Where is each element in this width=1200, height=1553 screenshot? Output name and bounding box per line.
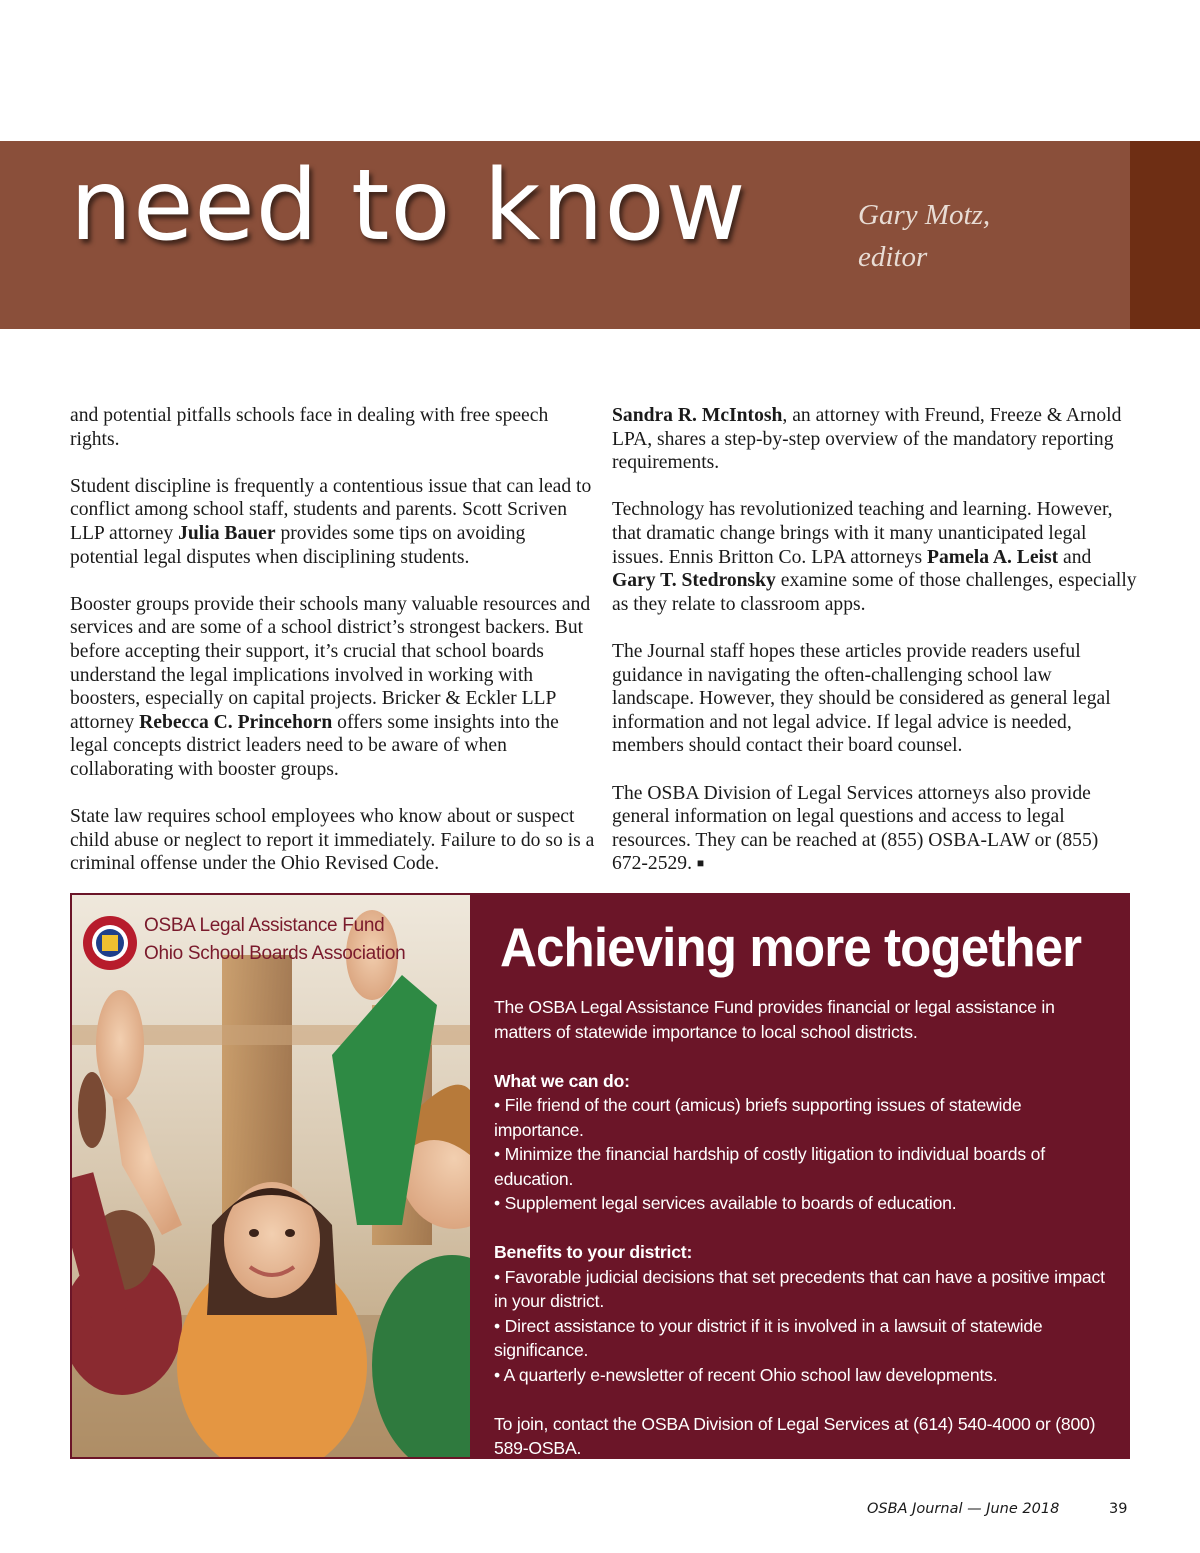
byline [858, 194, 990, 278]
paragraph-text: offers some insights into the legal concepts district leaders need to be aware of when collaborating with booster groups. [70, 711, 559, 780]
ad-title: Achieving more together [500, 916, 1082, 978]
list-item: • Direct assistance to your district if it is involved in a lawsuit of statewide significance. [494, 1315, 1043, 1360]
page-title: need to know [70, 149, 747, 263]
can-do-heading: What we can do: [494, 1070, 630, 1091]
list-item: • Minimize the financial hardship of costly litigation to individual boards of education. [494, 1144, 1045, 1189]
author-name: Julia Bauer [178, 522, 276, 544]
paragraph-text: , an attorney with Freund, Freeze & Arnold LPA, shares a step-by-step overview of the mandatory reporting requirements. [612, 405, 1122, 474]
article-column-right [612, 404, 1137, 899]
paragraph [612, 782, 1137, 876]
byline-role: editor [858, 241, 928, 273]
paragraph [70, 404, 595, 451]
author-name: Rebecca C. Princehorn [139, 711, 333, 733]
paragraph-text: Student discipline is frequently a contentious issue that can lead to conflict among school staff, students and parents. Scott Scriven LLP attorney [70, 475, 592, 544]
can-do-section [494, 1069, 1114, 1216]
ad-body [494, 995, 1114, 1461]
paragraph-text: and [1058, 546, 1092, 568]
ad-text-panel [494, 913, 1114, 1485]
paragraph [70, 805, 595, 876]
author-name: Sandra R. McIntosh [612, 405, 783, 426]
benefits-heading: Benefits to your district: [494, 1242, 693, 1262]
article-column-left [70, 404, 595, 899]
paragraph-text: The Journal staff hopes these articles provide readers useful guidance in navigating the often-challenging school law landscape. However, they should be considered as general legal information and not legal advice. If legal advice is needed, members should contact their board counsel. [612, 640, 1111, 757]
paragraph [70, 593, 595, 782]
list-item: • Supplement legal services available to boards of education. [494, 1193, 957, 1213]
list-item: • File friend of the court (amicus) briefs supporting issues of statewide importance. [494, 1095, 1022, 1140]
paragraph [70, 475, 595, 569]
paragraph-text: Booster groups provide their schools many valuable resources and services and are some of a school district’s strongest backers. But before accepting their support, it’s crucial that school boards understand the legal implications involved in working with boosters, especially on capital projects. Bricker & Eckler LLP attorney [70, 593, 591, 733]
fund-name: OSBA Legal Assistance Fund [144, 915, 385, 936]
legal-assistance-fund-ad [70, 893, 1130, 1459]
paragraph-text: State law requires school employees who know about or suspect child abuse or neglect to report it immediately. Failure to do so is a criminal offense under the Ohio Revised Code. [70, 806, 595, 875]
ad-intro: The OSBA Legal Assistance Fund provides financial or legal assistance in matters of statewide importance to local school districts. [494, 997, 1055, 1042]
footer-journal-issue: OSBA Journal — June 2018 [867, 1501, 1060, 1517]
page-number: 39 [1109, 1501, 1128, 1517]
paragraph-text: The OSBA Division of Legal Services attorneys also provide general information on legal questions and access to legal resources. They can be reached at (855) OSBA-LAW or (855) 672-2529. [612, 782, 1099, 875]
benefits-section [494, 1240, 1114, 1387]
author-name: Gary T. Stedronsky [612, 570, 776, 592]
osba-seal-icon [82, 915, 138, 971]
list-item: • A quarterly e-newsletter of recent Ohio school law developments. [494, 1364, 998, 1385]
paragraph-text: provides some tips on avoiding potential legal disputes when disciplining students. [70, 522, 526, 568]
ad-contact: To join, contact the OSBA Division of Legal Services at (614) 540-4000 or (800) 589-OSBA. [494, 1413, 1096, 1458]
classroom-photo-illustration [72, 895, 470, 1457]
list-item: • Favorable judicial decisions that set precedents that can have a positive impact in your district. [494, 1266, 1105, 1311]
header-banner-stripe [1130, 141, 1200, 329]
association-name: Ohio School Boards Association [144, 943, 406, 964]
paragraph-text: examine some of those challenges, especially as they relate to classroom apps. [612, 570, 1137, 615]
paragraph-text: Technology has revolutionized teaching and learning. However, that dramatic change brings with it many unanticipated legal issues. Ennis Britton Co. LPA attorneys [612, 499, 1113, 568]
paragraph-text: and potential pitfalls schools face in dealing with free speech rights. [70, 405, 549, 450]
paragraph [612, 640, 1137, 758]
byline-name: Gary Motz, [858, 199, 991, 231]
end-of-article-mark: ■ [696, 856, 705, 871]
classroom-photo [72, 895, 470, 1457]
paragraph [612, 404, 1137, 475]
paragraph [612, 498, 1137, 616]
author-name: Pamela A. Leist [926, 546, 1059, 568]
